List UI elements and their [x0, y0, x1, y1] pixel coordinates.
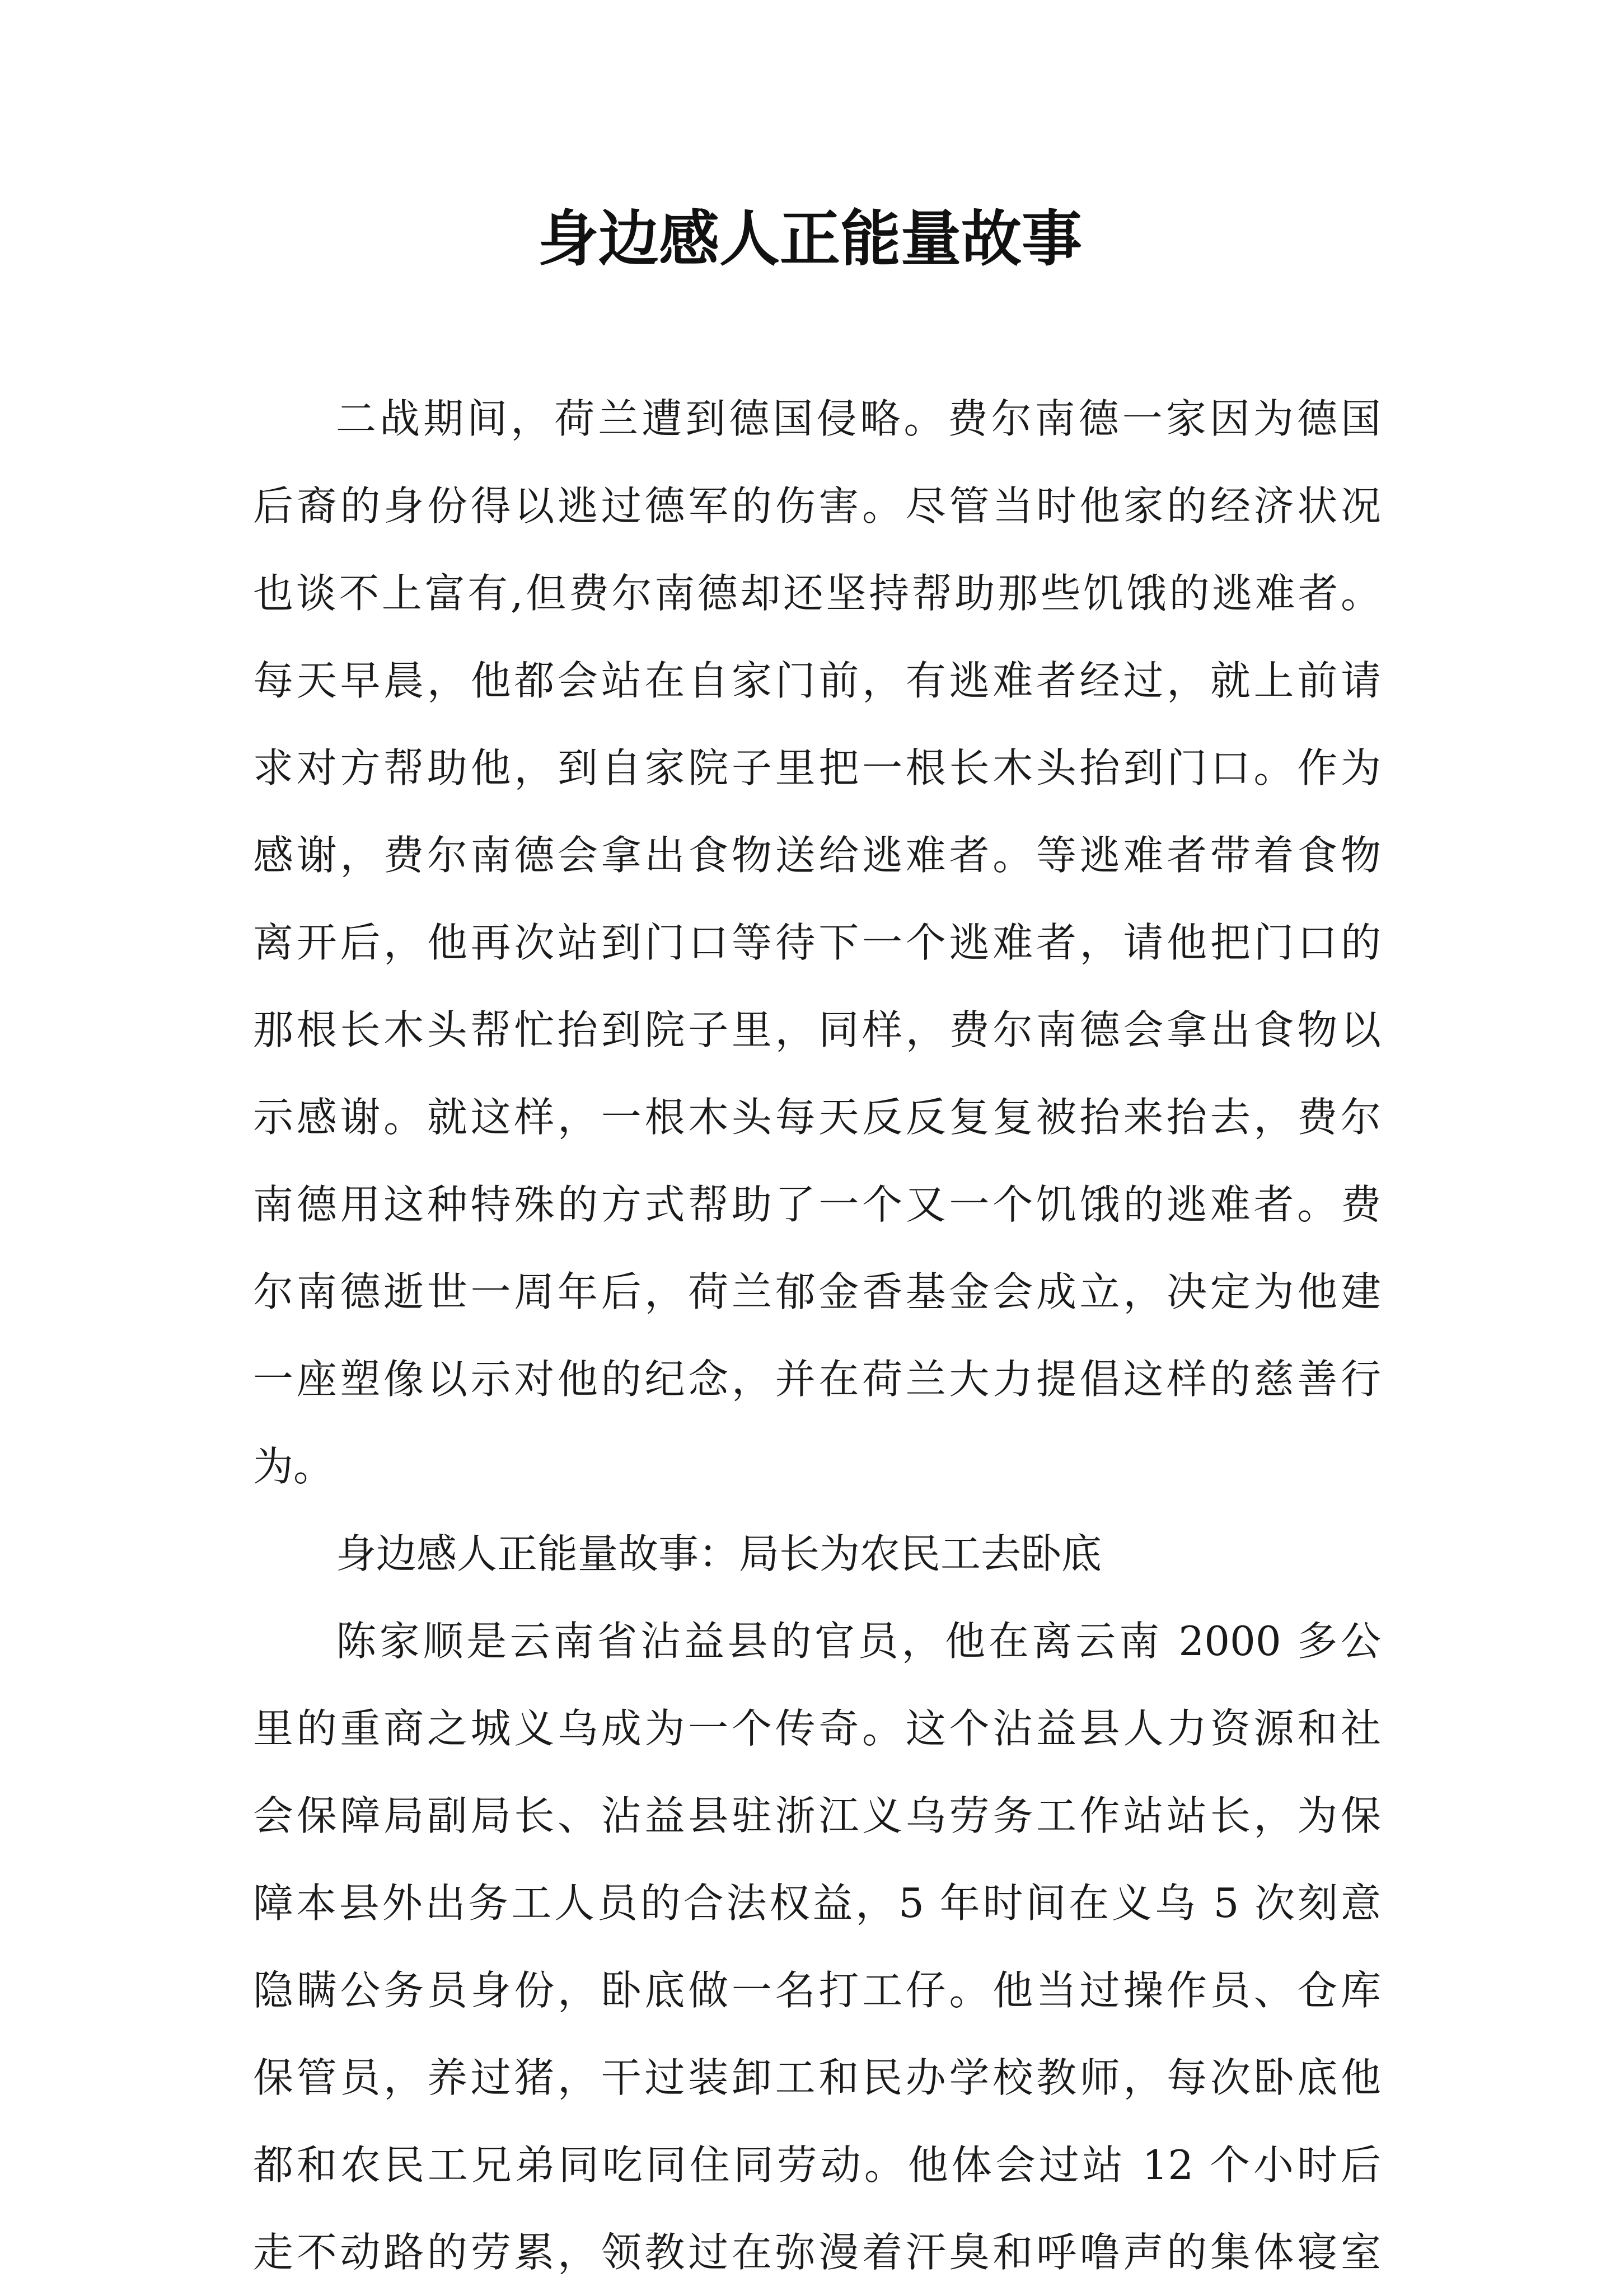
paragraph-line: 会保障局副局长、沾益县驻浙江义乌劳务工作站站长，为保 [253, 1792, 1381, 1839]
paragraph-chen-story [253, 1597, 1381, 2296]
paragraph-line: 为。 [253, 1443, 334, 1490]
paragraph-line: 都和农民工兄弟同吃同住同劳动。他体会过站 12 个小时后 [253, 2142, 1381, 2189]
paragraph-line: 后裔的身份得以逃过德军的伤害。尽管当时他家的经济状况 [253, 482, 1381, 530]
paragraph-line: 障本县外出务工人员的合法权益，5 年时间在义乌 5 次刻意 [253, 1880, 1381, 1927]
paragraph-line: 也谈不上富有,但费尔南德却还坚持帮助那些饥饿的逃难者。 [253, 570, 1381, 617]
paragraph-line: 一座塑像以示对他的纪念，并在荷兰大力提倡这样的慈善行 [253, 1356, 1381, 1403]
paragraph-line: 感谢，费尔南德会拿出食物送给逃难者。等逃难者带着食物 [253, 832, 1381, 879]
paragraph-line: 求对方帮助他，到自家院子里把一根长木头抬到门口。作为 [253, 744, 1381, 791]
section-subheading [253, 1510, 1381, 1597]
paragraph-wwii-story [253, 375, 1381, 1510]
paragraph-line: 南德用这种特殊的方式帮助了一个又一个饥饿的逃难者。费 [253, 1181, 1381, 1228]
paragraph-line: 尔南德逝世一周年后，荷兰郁金香基金会成立，决定为他建 [253, 1268, 1381, 1315]
paragraph-line: 里的重商之城义乌成为一个传奇。这个沾益县人力资源和社 [253, 1705, 1381, 1752]
paragraph-line: 保管员，养过猪，干过装卸工和民办学校教师，每次卧底他 [253, 2054, 1381, 2101]
subheading-line: 身边感人正能量故事：局长为农民工去卧底 [336, 1530, 1102, 1577]
paragraph-line: 每天早晨，他都会站在自家门前，有逃难者经过，就上前请 [253, 657, 1381, 704]
paragraph-line: 隐瞒公务员身份，卧底做一名打工仔。他当过操作员、仓库 [253, 1967, 1381, 2014]
paragraph-line: 走不动路的劳累，领教过在弥漫着汗臭和呼噜声的集体寝室 [253, 2229, 1381, 2276]
document-body [253, 375, 1381, 2296]
document-title: 身边感人正能量故事 [537, 204, 1082, 274]
paragraph-line: 陈家顺是云南省沾益县的官员，他在离云南 2000 多公 [336, 1618, 1381, 1665]
paragraph-line: 二战期间，荷兰遭到德国侵略。费尔南德一家因为德国 [336, 395, 1381, 442]
paragraph-line: 那根长木头帮忙抬到院子里，同样，费尔南德会拿出食物以 [253, 1006, 1381, 1053]
paragraph-line: 离开后，他再次站到门口等待下一个逃难者，请他把门口的 [253, 919, 1381, 966]
paragraph-line: 示感谢。就这样，一根木头每天反反复复被抬来抬去，费尔 [253, 1094, 1381, 1141]
